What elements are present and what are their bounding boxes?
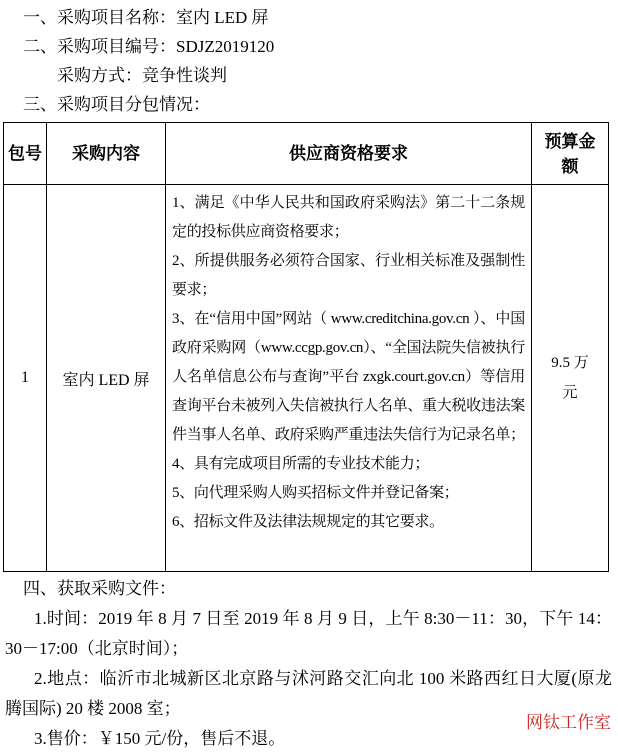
obtain-documents-heading: 四、获取采购文件： (23, 579, 176, 598)
col-header-requirements: 供应商资格要求 (166, 123, 532, 185)
requirement-item: 3、在“信用中国”网站（ www.creditchina.gov.cn ）、中国政府采购网（www.ccgp.gov.cn）、“全国法院失信被执行人名单信息公布与查询”平台 zxgk.court.gov.cn）等信用查询平台未被列入失信被执行人名单、重大税收违法案件当事人名单、政府采购严重违法失信行为记录名单； (172, 311, 525, 443)
project-name-line: 一、采购项目名称：室内 LED 屏 (23, 8, 269, 27)
requirement-item: 4、具有完成项目所需的专业技术能力； (172, 456, 430, 472)
col-header-content: 采购内容 (47, 123, 166, 185)
cell-content: 室内 LED 屏 (47, 185, 166, 572)
watermark: 网钛工作室 (526, 713, 611, 732)
requirement-item: 6、招标文件及法律法规规定的其它要求。 (172, 514, 444, 530)
table-row (4, 185, 609, 572)
purchase-method-line: 采购方式：竞争性谈判 (57, 66, 227, 85)
requirement-item: 1、满足《中华人民共和国政府采购法》第二十二条规定的投标供应商资格要求； (172, 195, 525, 240)
cell-package-no: 1 (4, 185, 47, 572)
cell-budget: 9.5 万元 (532, 185, 609, 572)
obtain-location-line: 2.地点：临沂市北城新区北京路与沭河路交汇向北 100 米路西红日大厦(原龙腾国际) 20 楼 2008 室； (5, 669, 612, 718)
obtain-time-line: 1.时间：2019 年 8 月 7 日至 2019 年 8 月 9 日，上午 8:30－11：30，下午 14：30－17:00（北京时间）； (5, 609, 612, 658)
table-header-row (4, 123, 609, 185)
package-table (3, 122, 609, 572)
packages-heading-line: 三、采购项目分包情况： (23, 95, 210, 114)
project-number-line: 二、采购项目编号：SDJZ2019120 (23, 37, 275, 56)
col-header-package-no: 包号 (4, 123, 47, 185)
col-header-budget: 预算金额 (532, 123, 609, 185)
obtain-price-line: 3.售价：￥150 元/份，售后不退。 (34, 729, 286, 748)
requirement-item: 2、所提供服务必须符合国家、行业相关标准及强制性要求； (172, 253, 525, 298)
cell-requirements (166, 185, 532, 572)
top-section (0, 0, 618, 119)
requirement-item: 5、向代理采购人购买招标文件并登记备案； (172, 485, 459, 501)
